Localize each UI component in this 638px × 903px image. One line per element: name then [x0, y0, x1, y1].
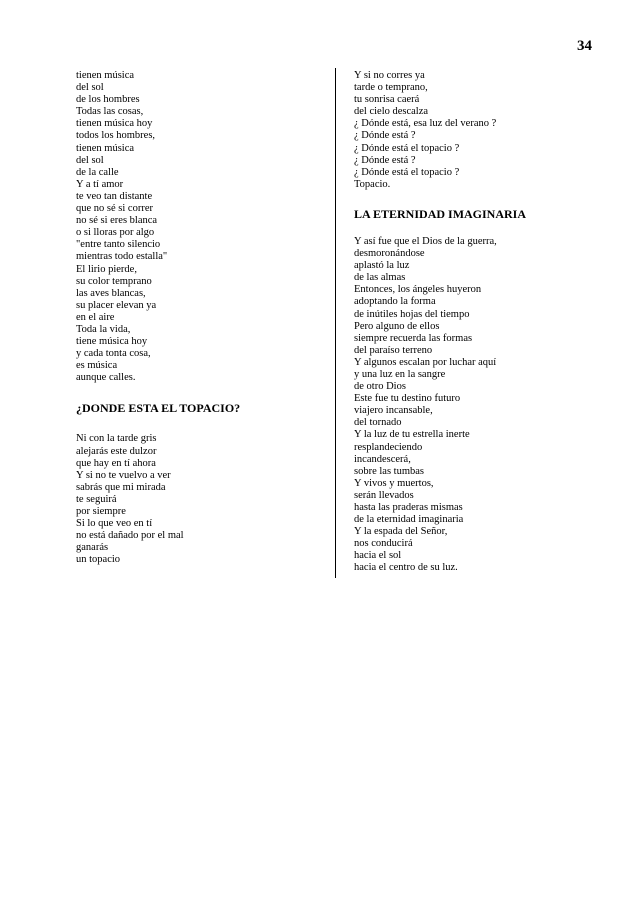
poem-line: del paraíso terreno [354, 344, 433, 356]
poem-line: ¿ Dónde está, esa luz del verano ? [354, 118, 497, 130]
poem-line: que no sé si correr [76, 203, 153, 215]
poem-line: mientras todo estalla" [76, 251, 168, 263]
poem-line: o si lloras por algo [76, 227, 155, 239]
column-divider [335, 68, 336, 578]
poem-line: no sé si eres blanca [76, 215, 158, 227]
poem-line: aunque calles. [76, 372, 136, 384]
poem-line: Y la espada del Señor, [354, 526, 448, 538]
poem-line: todos los hombres, [76, 130, 156, 142]
poem-line: ¿ Dónde está el topacio ? [354, 142, 460, 154]
poem-line: tiene música hoy [76, 336, 148, 348]
poem-line: su color temprano [76, 275, 152, 287]
poem-line: Pero alguno de ellos [354, 320, 440, 332]
poem-line: adoptando la forma [354, 296, 436, 308]
poem-line: El lirio pierde, [76, 263, 137, 275]
poem-line: Y así fue que el Dios de la guerra, [354, 235, 497, 247]
right-column [354, 70, 604, 575]
poem-line: y una luz en la sangre [354, 368, 446, 380]
poem-title: ¿DONDE ESTA EL TOPACIO? [76, 401, 241, 416]
poem-line: y cada tonta cosa, [76, 348, 151, 360]
poem-line: Y si no te vuelvo a ver [76, 469, 171, 481]
poem-line: te veo tan distante [76, 190, 153, 202]
poem-line: ¿ Dónde está ? [354, 154, 416, 166]
poem-line: de la calle [76, 166, 119, 178]
poem-line: hacia el sol [354, 550, 402, 562]
poem-line: Y vivos y muertos, [354, 477, 434, 489]
poem-line: del tornado [354, 417, 402, 429]
poem-line: siempre recuerda las formas [354, 332, 473, 344]
poem-line: hacia el centro de su luz. [354, 562, 458, 574]
poem-line: Entonces, los ángeles huyeron [354, 284, 482, 296]
poem-line: sabrás que mi mirada [76, 481, 166, 493]
poem-line: de los hombres [76, 94, 140, 106]
poem-line: desmoronándose [354, 248, 425, 260]
poem-line: es música [76, 360, 118, 372]
poem-title: LA ETERNIDAD IMAGINARIA [354, 206, 527, 221]
poem-line: te seguirá [76, 493, 117, 505]
left-column [76, 70, 316, 566]
poem-line: Todas las cosas, [76, 106, 144, 118]
poem-line: Y algunos escalan por luchar aquí [354, 356, 497, 368]
poem-line: de otro Dios [354, 381, 406, 393]
poem-line: viajero incansable, [354, 405, 433, 417]
poem-line: tienen música [76, 70, 135, 81]
poem-line: resplandeciendo [354, 441, 423, 453]
poem-line: del cielo descalza [354, 106, 429, 118]
page-number: 34 [577, 38, 592, 54]
poem-line: de las almas [354, 272, 406, 284]
poem-line: hasta las praderas mismas [354, 502, 463, 513]
poem-line: Ni con la tarde gris [76, 433, 157, 445]
poem-line: no está dañado por el mal [76, 530, 184, 542]
poem-line: de la eternidad imaginaria [354, 514, 464, 526]
poem-line: ganarás [76, 542, 109, 554]
poem-line: Topacio. [354, 178, 391, 190]
poem-line: Y la luz de tu estrella inerte [354, 429, 470, 441]
poem-line: en el aire [76, 311, 115, 323]
poem-line: alejarás este dulzor [76, 445, 157, 457]
poem-stanza [354, 70, 604, 191]
poem-line: Y si no corres ya [354, 70, 425, 81]
poem-line: las aves blancas, [76, 287, 146, 299]
poem-line: "entre tanto silencio [76, 239, 161, 251]
poem-line: que hay en tí ahora [76, 457, 156, 469]
poem-line: tienen música [76, 142, 135, 154]
poem-line: Este fue tu destino futuro [354, 393, 461, 405]
poem-line: tienen música hoy [76, 118, 153, 130]
poem-stanza [354, 236, 604, 575]
poem-line: un topacio [76, 554, 121, 566]
poem-line: nos conducirá [354, 538, 413, 550]
poem-stanza [76, 70, 316, 384]
poem-line: serán llevados [354, 489, 414, 501]
poem-line: incandescerá, [354, 453, 411, 465]
poem-line: ¿ Dónde está ? [354, 130, 416, 142]
poem-line: aplastó la luz [354, 260, 410, 272]
poem-line: del sol [76, 82, 104, 94]
poem-line: Y a tí amor [76, 178, 124, 190]
poem-line: Toda la vida, [76, 323, 131, 335]
poem-line: tu sonrisa caerá [354, 94, 420, 106]
poem-stanza [76, 433, 316, 566]
poem-line: por siempre [76, 506, 126, 517]
poem-line: tarde o temprano, [354, 82, 428, 94]
poem-line: sobre las tumbas [354, 465, 424, 477]
poem-line: de inútiles hojas del tiempo [354, 308, 470, 320]
poem-line: su placer elevan ya [76, 299, 157, 311]
poem-line: ¿ Dónde está el topacio ? [354, 166, 460, 178]
poem-line: del sol [76, 154, 104, 166]
poem-line: Si lo que veo en tí [76, 518, 153, 530]
